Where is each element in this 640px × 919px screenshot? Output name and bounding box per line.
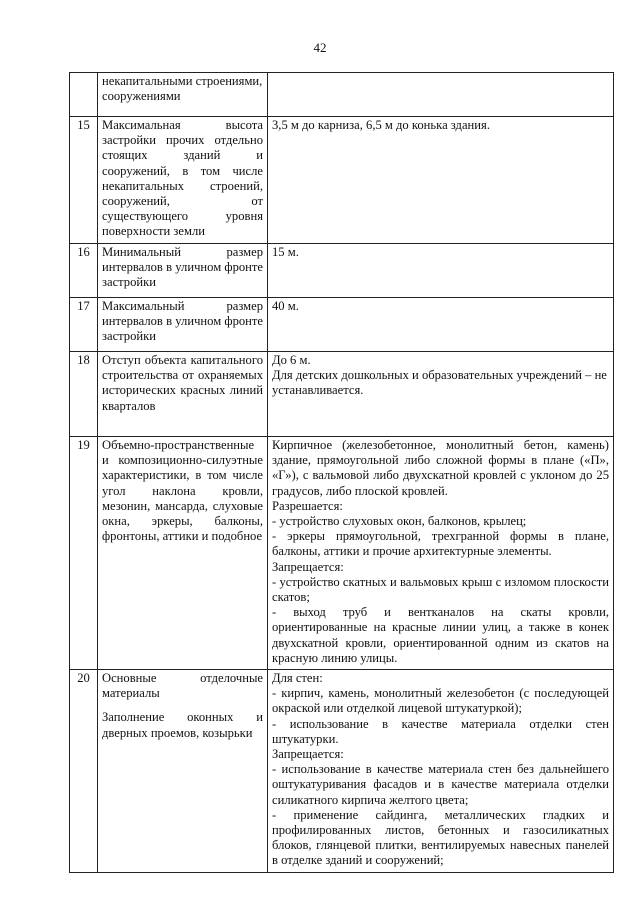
parameter-name-line: Объемно-пространственные и композиционно-силуэтные характеристики, в том числе угол наклона кровли, мезонин, мансарда, слуховые окна, эркеры, балконы, фронтоны, аттики и подобное bbox=[102, 438, 263, 544]
parameter-name bbox=[98, 298, 268, 352]
value-line: 15 м. bbox=[272, 245, 299, 259]
spacer bbox=[102, 701, 263, 710]
row-number: 16 bbox=[70, 244, 98, 298]
parameter-value bbox=[268, 244, 614, 298]
value-line: 40 м. bbox=[272, 299, 299, 313]
parameter-name-line: Заполнение оконных и дверных проемов, козырьки bbox=[102, 710, 263, 740]
value-line: - применение сайдинга, металлических гладких и профилированных листов, бетонных и газосиликатных блоков, глянцевой плитки, вентилируемых навесных панелей в отделке зданий и сооружений; bbox=[272, 807, 609, 868]
value-line: Для детских дошкольных и образовательных учреждений – не устанавливается. bbox=[272, 368, 607, 398]
value-line: - эркеры прямоугольной, трехгранной формы в плане, балконы, аттики и прочие архитектурные элементы. bbox=[272, 529, 609, 559]
value-line: 3,5 м до карниза, 6,5 м до конька здания. bbox=[272, 118, 490, 132]
parameter-value bbox=[268, 117, 614, 244]
parameter-name bbox=[98, 437, 268, 670]
row-number: 20 bbox=[70, 670, 98, 873]
parameter-name-line: Максимальный размер интервалов в уличном фронте застройки bbox=[102, 299, 263, 344]
table-row bbox=[70, 352, 614, 437]
value-line: Кирпичное (железобетонное, монолитный бетон, камень) здание, прямоугольной либо сложной формы в плане («П», «Г»), с вальмовой либо двухскатной кровлей с уклоном до 25 градусов, либо плоской кровлей. bbox=[272, 438, 609, 498]
parameter-name-line: Максимальная высота застройки прочих отдельно стоящих зданий и сооружений, в том числе некапитальных строений, сооружений, от существующего уровня поверхности земли bbox=[102, 118, 263, 239]
value-line: - кирпич, камень, монолитный железобетон (с последующей окраской или отделкой лицевой штукатуркой); bbox=[272, 686, 609, 716]
parameter-name-line: Основные отделочные материалы bbox=[102, 671, 263, 701]
regulations-table bbox=[69, 72, 614, 873]
value-line: - использование в качестве материала отделки стен штукатурки. bbox=[272, 716, 609, 746]
parameter-name bbox=[98, 244, 268, 298]
row-number bbox=[70, 73, 98, 117]
table-row bbox=[70, 298, 614, 352]
parameter-value bbox=[268, 73, 614, 117]
value-line: - использование в качестве материала стен без дальнейшего оштукатуривания фасадов и в качестве материала отделки силикатного кирпича желтого цвета; bbox=[272, 762, 609, 807]
value-line: Разрешается: bbox=[272, 498, 343, 513]
parameter-name bbox=[98, 352, 268, 437]
table-row bbox=[70, 670, 614, 873]
parameter-name bbox=[98, 670, 268, 873]
value-line: - выход труб и вентканалов на скаты кровли, ориентированные на красные линии улиц, а также в конек двухскатной кровли, ориентированной одним из скатов на красную линию улицы. bbox=[272, 605, 609, 665]
parameter-name-line: Отступ объекта капитального строительства от охраняемых исторических красных линий кварталов bbox=[102, 353, 263, 413]
row-number: 17 bbox=[70, 298, 98, 352]
row-number: 19 bbox=[70, 437, 98, 670]
value-line: Запрещается: bbox=[272, 559, 344, 574]
page-number: 42 bbox=[313, 40, 327, 55]
value-line: - устройство слуховых окон, балконов, крылец; bbox=[272, 514, 527, 529]
parameter-value bbox=[268, 670, 614, 873]
parameter-name bbox=[98, 117, 268, 244]
parameter-value bbox=[268, 437, 614, 670]
value-line: До 6 м. bbox=[272, 353, 311, 367]
value-line: Для стен: bbox=[272, 671, 323, 686]
value-line: Запрещается: bbox=[272, 747, 344, 762]
parameter-name-line: Минимальный размер интервалов в уличном фронте застройки bbox=[102, 245, 263, 290]
table-row bbox=[70, 117, 614, 244]
table-row bbox=[70, 244, 614, 298]
parameter-name bbox=[98, 73, 268, 117]
value-line: - устройство скатных и вальмовых крыш с изломом плоскости скатов; bbox=[272, 574, 609, 605]
parameter-value bbox=[268, 352, 614, 437]
parameter-name-line: некапитальными строениями, сооружениями bbox=[102, 74, 263, 104]
table-row bbox=[70, 437, 614, 670]
row-number: 18 bbox=[70, 352, 98, 437]
row-number: 15 bbox=[70, 117, 98, 244]
parameter-value bbox=[268, 298, 614, 352]
table-row bbox=[70, 73, 614, 117]
